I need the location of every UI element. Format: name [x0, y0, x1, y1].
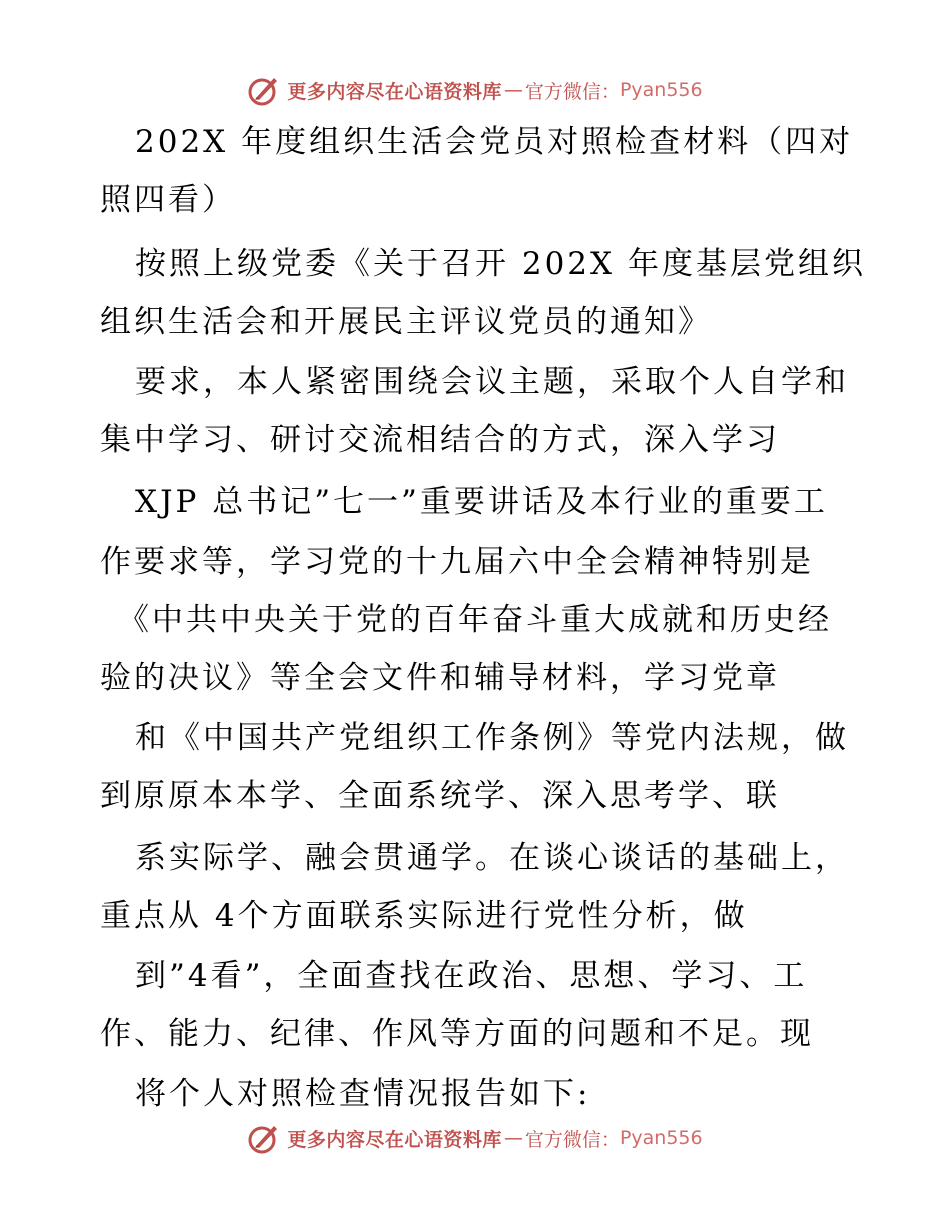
watermark-text: 更多内容尽在心语资料库 [287, 80, 502, 103]
text-line: 作要求等，学习党的十九届六中全会精神特别是 [100, 544, 814, 580]
text-line: 202X 年度组织生活会党员对照检查材料（四对 [135, 124, 854, 160]
text-line: 系实际学、融会贯通学。在谈心谈话的基础上， [135, 840, 849, 876]
text-line: 验的决议》等全会文件和辅导材料，学习党章 [100, 660, 780, 696]
text-line: 按照上级党委《关于召开 202X 年度基层党组织 [135, 246, 866, 282]
text-line: 组织生活会和开展民主评议党员的通知》 [100, 304, 712, 340]
text-line: 《中共中央关于党的百年奋斗重大成就和历史经 [118, 602, 832, 638]
header-watermark [0, 70, 950, 110]
watermark-dash: — [503, 1127, 523, 1149]
text-line: 和《中国共产党组织工作条例》等党内法规，做 [135, 720, 849, 756]
text-line: 照四看） [100, 182, 236, 218]
text-line: 到原原本本学、全面系统学、深入思考学、联 [100, 778, 780, 814]
text-line: 到”4看”，全面查找在政治、思想、学习、工 [135, 958, 808, 994]
text-line: 集中学习、研讨交流相结合的方式，深入学习 [100, 422, 780, 458]
text-line: 要求，本人紧密围绕会议主题，采取个人自学和 [135, 364, 849, 400]
watermark-wechat-id: Pyan556 [619, 79, 703, 101]
watermark-official-label: 官方微信： [524, 80, 620, 103]
quill-logo-icon [247, 73, 281, 107]
watermark-wechat-id: Pyan556 [619, 1127, 703, 1149]
quill-logo-icon [247, 1121, 281, 1155]
text-line: 将个人对照检查情况报告如下: [135, 1076, 591, 1112]
watermark-dash: — [503, 79, 523, 101]
text-line: 作、能力、纪律、作风等方面的问题和不足。现 [100, 1016, 814, 1052]
footer-watermark [0, 1118, 950, 1158]
text-line: XJP 总书记”七一”重要讲话及本行业的重要工 [135, 484, 828, 520]
watermark-text: 更多内容尽在心语资料库 [287, 1128, 502, 1151]
watermark-official-label: 官方微信： [524, 1128, 620, 1151]
text-line: 重点从 4个方面联系实际进行党性分析，做 [100, 898, 748, 934]
